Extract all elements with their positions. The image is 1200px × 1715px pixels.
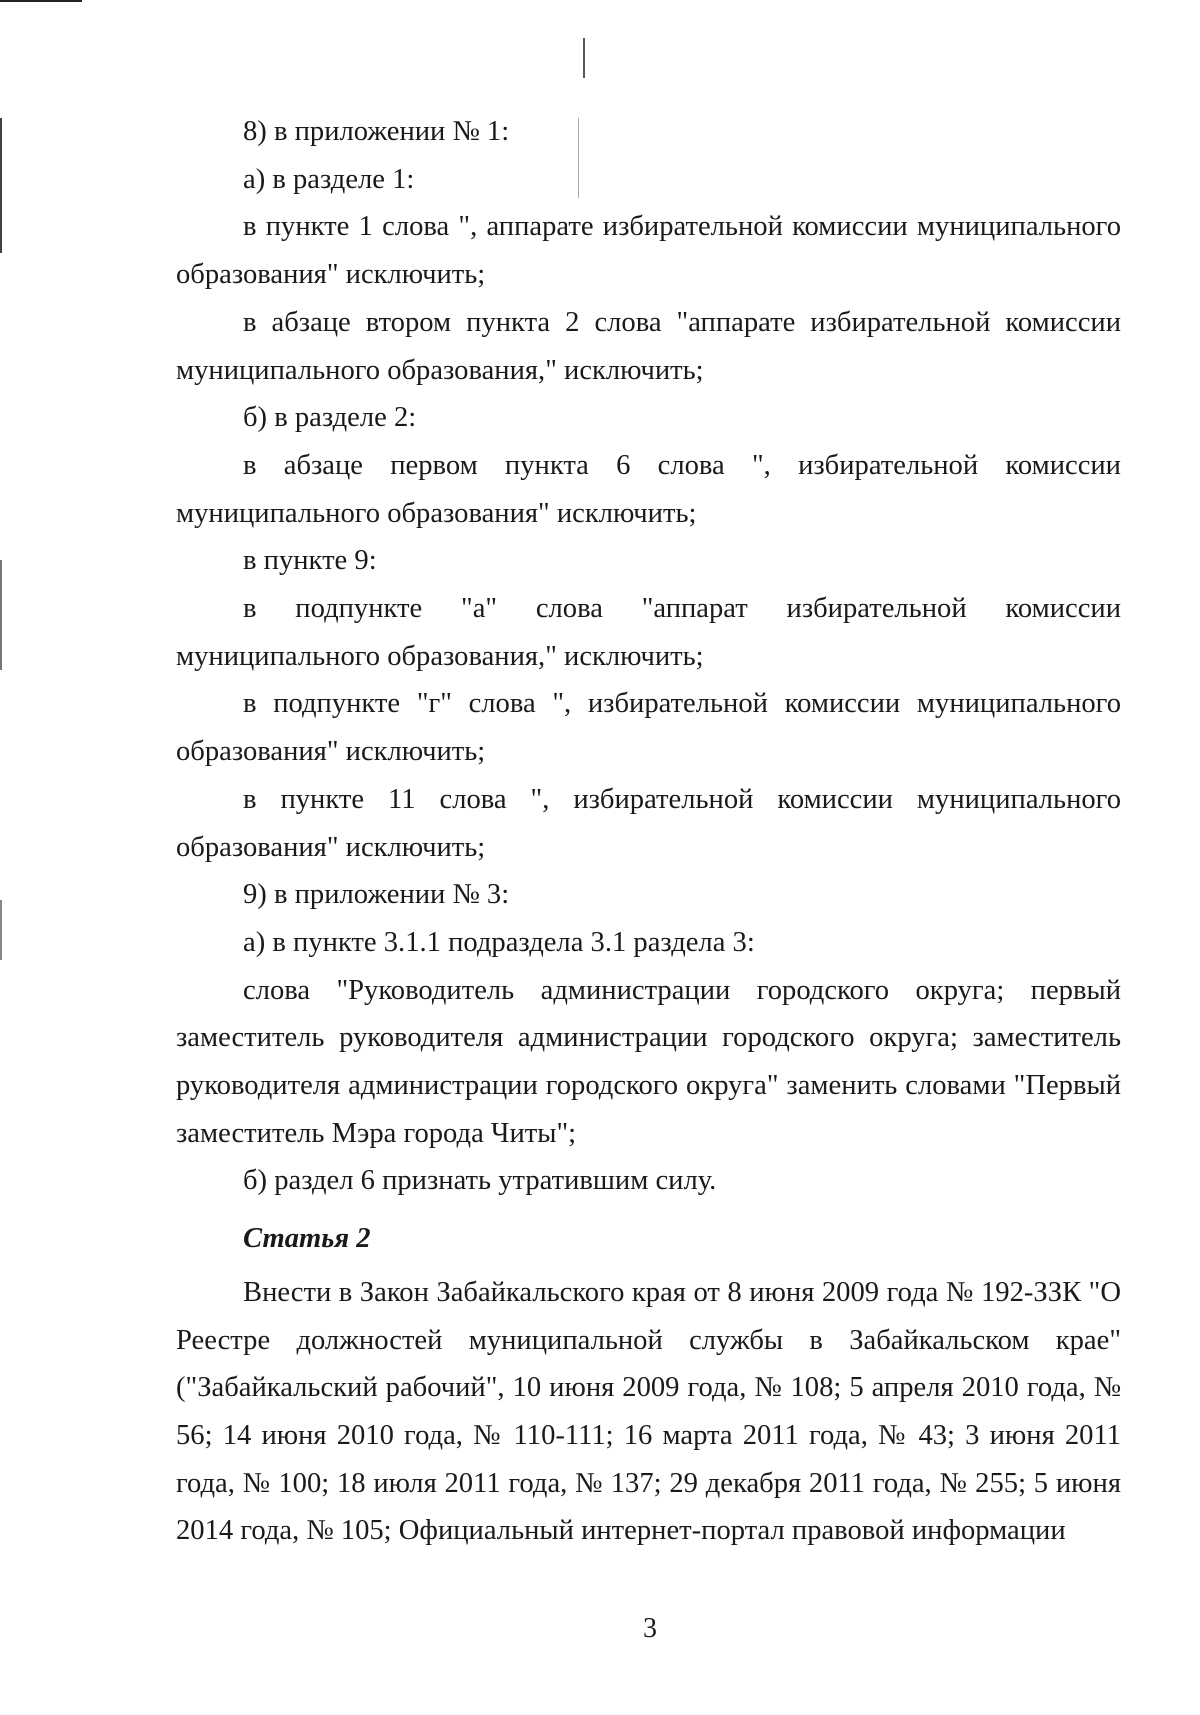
scan-artifact-edge xyxy=(0,118,2,253)
page-number: 3 xyxy=(643,1613,657,1644)
paragraph-subitem-b: б) в разделе 2: xyxy=(243,402,417,434)
paragraph: в подпункте "г" слова ", избирательной комиссии муниципального образования" исключить; xyxy=(176,688,1121,768)
scan-artifact-mark xyxy=(583,38,585,78)
scan-artifact-edge xyxy=(0,560,2,670)
article-paragraph: Внести в Закон Забайкальского края от 8 июня 2009 года № 192-ЗЗК "О Реестре должностей муниципальной службы в Забайкальском крае" ("Забайкальский рабочий", 10 июня 2009 года, № 108; 5 апреля 2010 года, № 56; 14 июня 2010 года, № 110-111; 16 марта 2011 года, № 43; 3 июня 2011 года, № 100; 18 июля 2011 года, № 137; 29 декабря 2011 года, № 255; 5 июня 2014 года, № 105; Официальный интернет-портал правовой информации xyxy=(176,1276,1121,1547)
paragraph-subitem-a: а) в разделе 1: xyxy=(243,163,415,195)
paragraph: в абзаце втором пункта 2 слова "аппарате избирательной комиссии муниципального образования," исключить; xyxy=(176,306,1121,386)
paragraph-item-8: 8) в приложении № 1: xyxy=(243,116,510,147)
paragraph-item-9: 9) в приложении № 3: xyxy=(243,879,510,911)
article-heading: Статья 2 xyxy=(243,1223,371,1255)
paragraph-subitem-b: б) раздел 6 признать утратившим силу. xyxy=(243,1165,717,1197)
paragraph: слова "Руководитель администрации городского округа; первый заместитель руководителя администрации городского округа; заместитель руководителя администрации городского округа" заменить словами "Первый заместитель Мэра города Читы"; xyxy=(176,974,1121,1149)
document-body xyxy=(176,108,1121,1555)
paragraph: в подпункте "а" слова "аппарат избирательной комиссии муниципального образования," исключить; xyxy=(176,593,1121,672)
paragraph-subitem-a: а) в пункте 3.1.1 подраздела 3.1 раздела 3: xyxy=(243,926,755,958)
scan-artifact-line xyxy=(0,0,82,2)
paragraph: в абзаце первом пункта 6 слова ", избирательной комиссии муниципального образования" исключить; xyxy=(176,449,1121,529)
scan-artifact-edge xyxy=(0,900,2,960)
paragraph: в пункте 1 слова ", аппарате избирательной комиссии муниципального образования" исключить; xyxy=(176,211,1121,291)
paragraph: в пункте 9: xyxy=(243,545,377,577)
paragraph: в пункте 11 слова ", избирательной комиссии муниципального образования" исключить; xyxy=(176,783,1121,863)
